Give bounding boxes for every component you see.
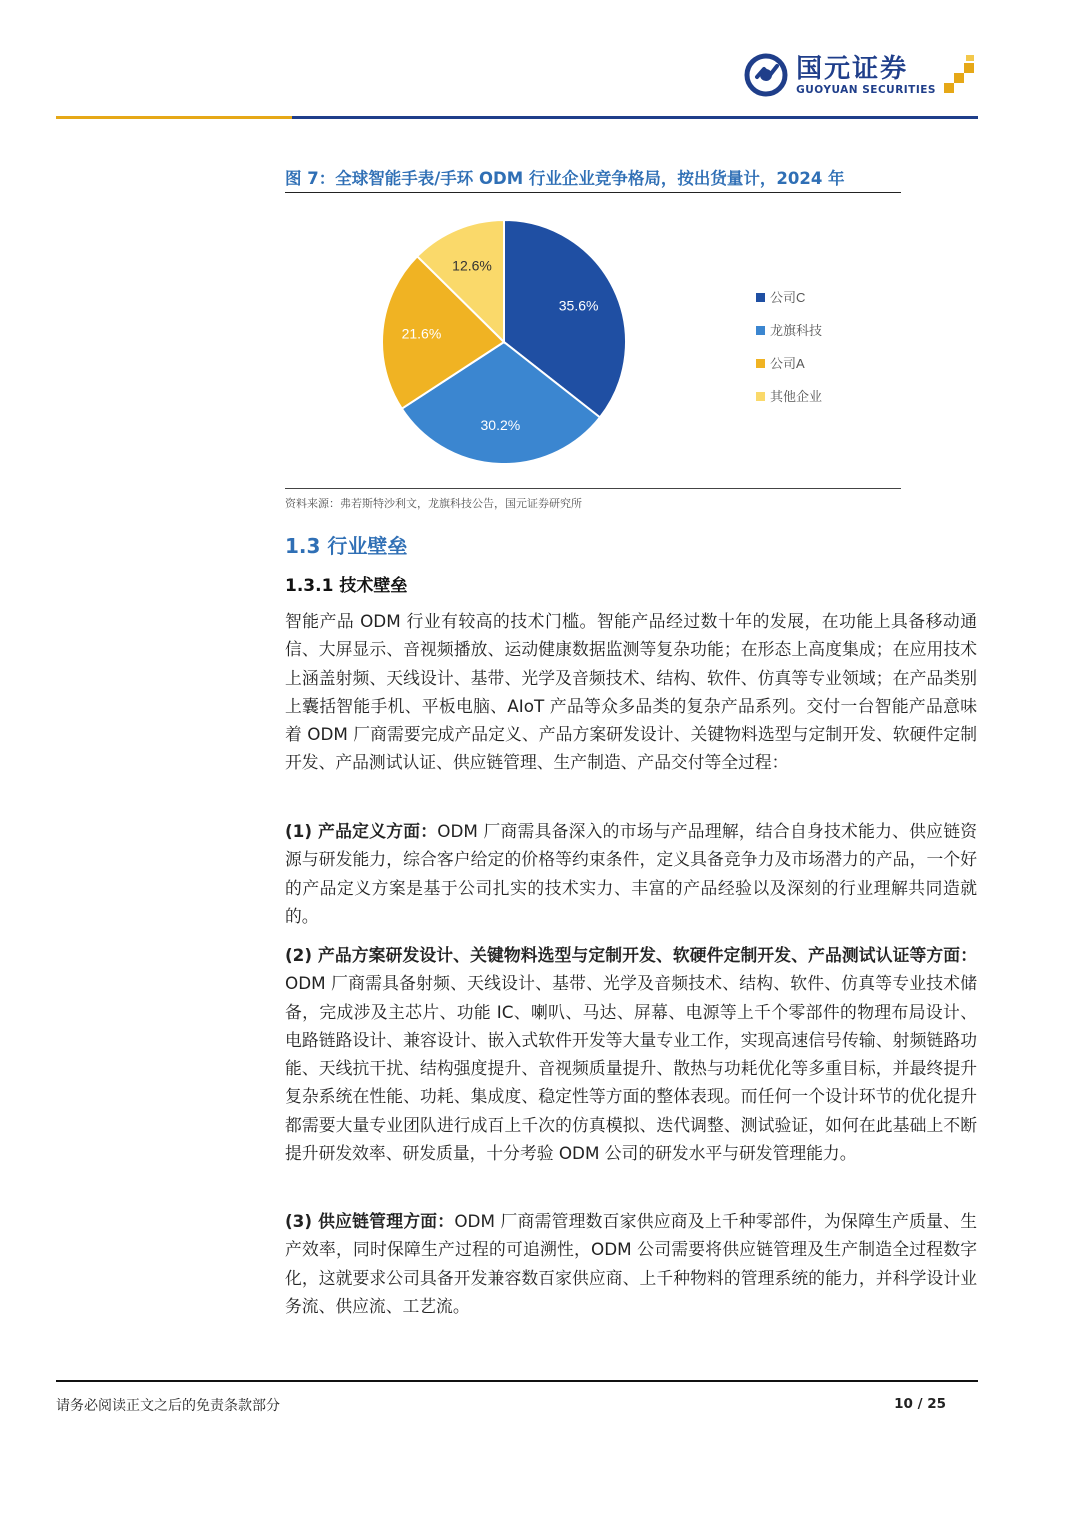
footer-rule	[56, 1380, 978, 1382]
paragraph-supply-chain	[285, 1207, 977, 1320]
source-rule	[285, 488, 901, 489]
paragraph-lead: (3) 供应链管理方面：	[285, 1211, 455, 1231]
figure-source: 资料来源：弗若斯特沙利文，龙旗科技公告，国元证券研究所	[285, 497, 582, 510]
legend-label: 公司A	[770, 356, 805, 371]
brand-name-cn: 国元证券	[796, 53, 909, 84]
brand-steps-icon	[942, 55, 976, 95]
legend-swatch	[756, 293, 765, 302]
pie-chart-svg	[285, 200, 901, 485]
legend-swatch	[756, 326, 765, 335]
section-heading: 1.3 行业壁垒	[285, 534, 408, 558]
subsection-heading: 1.3.1 技术壁垒	[285, 576, 408, 596]
pie-data-label: 12.6%	[452, 257, 492, 274]
header-rule	[56, 116, 978, 119]
legend-swatch	[756, 359, 765, 368]
page-number: 10 / 25	[894, 1396, 946, 1412]
brand-logo	[744, 50, 976, 100]
pie-data-label: 30.2%	[480, 416, 521, 433]
legend-label: 公司C	[770, 290, 806, 305]
paragraph-text: ODM 厂商需管理数百家供应商及上千种零部件，为保障生产质量、生产效率，同时保障生产过程的可追溯性，ODM 公司需要将供应链管理及生产制造全过程数字化，这就要求公司具备开发兼容数百家供应商、上千种物料的管理系统的能力，并科学设计业务流、供应流、工艺流。	[285, 1211, 978, 1316]
figure-title-rule	[285, 192, 901, 193]
pie-data-label: 35.6%	[558, 297, 599, 314]
legend-label: 其他企业	[770, 389, 823, 404]
paragraph-product-definition	[285, 817, 977, 930]
paragraph-text: ODM 厂商需具备深入的市场与产品理解，结合自身技术能力、供应链资源与研发能力，综合客户给定的价格等约束条件，定义具备竞争力及市场潜力的产品，一个好的产品定义方案是基于公司扎实的技术实力、丰富的产品经验以及深刻的行业理解共同造就的。	[285, 821, 978, 926]
brand-emblem-icon	[744, 53, 788, 97]
footer-disclaimer: 请务必阅读正文之后的免责条款部分	[56, 1398, 280, 1414]
paragraph-lead: (1) 产品定义方面：	[285, 821, 438, 841]
figure-title: 图 7：全球智能手表/手环 ODM 行业企业竞争格局，按出货量计，2024 年	[285, 169, 845, 188]
pie-data-label: 21.6%	[401, 325, 442, 342]
brand-name-en: GUOYUAN SECURITIES	[796, 83, 936, 96]
paragraph-intro: 智能产品 ODM 行业有较高的技术门槛。智能产品经过数十年的发展，在功能上具备移动通信、大屏显示、音视频播放、运动健康数据监测等复杂功能；在形态上高度集成；在应用技术上涵盖射频、天线设计、基带、光学及音频技术、结构、软件、仿真等专业领域；在产品类别上囊括智能手机、平板电脑、AIoT 产品等众多品类的复杂产品系列。交付一台智能产品意味着 ODM 厂商需要完成产品定义、产品方案研发设计、关键物料选型与定制开发、软硬件定制开发、产品测试认证、供应链管理、生产制造、产品交付等全过程：	[285, 611, 977, 773]
pie-chart	[285, 200, 901, 485]
paragraph-rd-design	[285, 941, 977, 1167]
paragraph-text: ODM 厂商需具备射频、天线设计、基带、光学及音频技术、结构、软件、仿真等专业技术储备，完成涉及主芯片、功能 IC、喇叭、马达、屏幕、电源等上千个零部件的物理布局设计、电路链路设计、兼容设计、嵌入式软件开发等大量专业工作，实现高速信号传输、射频链路功能、天线抗干扰、结构强度提升、音视频质量提升、散热与功耗优化等多重目标，并最终提升复杂系统在性能、功耗、集成度、稳定性等方面的整体表现。而任何一个设计环节的优化提升都需要大量专业团队进行成百上千次的仿真模拟、迭代调整、测试验证，如何在此基础上不断提升研发效率、研发质量，十分考验 ODM 公司的研发水平与研发管理能力。	[285, 973, 977, 1164]
legend-swatch	[756, 392, 765, 401]
paragraph-lead: (2) 产品方案研发设计、关键物料选型与定制开发、软硬件定制开发、产品测试认证等方面：	[285, 945, 977, 965]
legend-label: 龙旗科技	[770, 323, 823, 338]
